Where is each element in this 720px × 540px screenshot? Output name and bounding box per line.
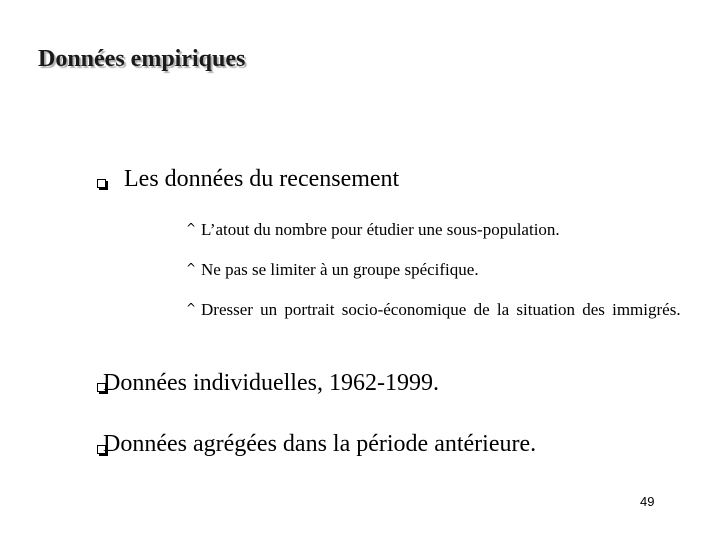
bullet-2-text: Données individuelles, 1962-1999.	[103, 370, 439, 396]
page-number: 49	[640, 494, 655, 509]
caret-bullet-icon: ^	[186, 221, 197, 235]
hollow-square-bullet-icon	[97, 179, 106, 188]
bullet-1-text: Les données du recensement	[124, 166, 400, 192]
caret-bullet-icon: ^	[186, 261, 197, 275]
bullet-3-text: Données agrégées dans la période antérieure.	[103, 431, 537, 457]
sub-item-1-text: L’atout du nombre pour étudier une sous-population.	[201, 220, 560, 239]
sub-item-2-text: Ne pas se limiter à un groupe spécifique.	[201, 260, 479, 279]
slide-title: Données empiriques	[38, 46, 246, 72]
sub-item-3-text: Dresser un portrait socio-économique de la situation des immigrés.	[201, 300, 681, 319]
caret-bullet-icon: ^	[186, 301, 197, 315]
